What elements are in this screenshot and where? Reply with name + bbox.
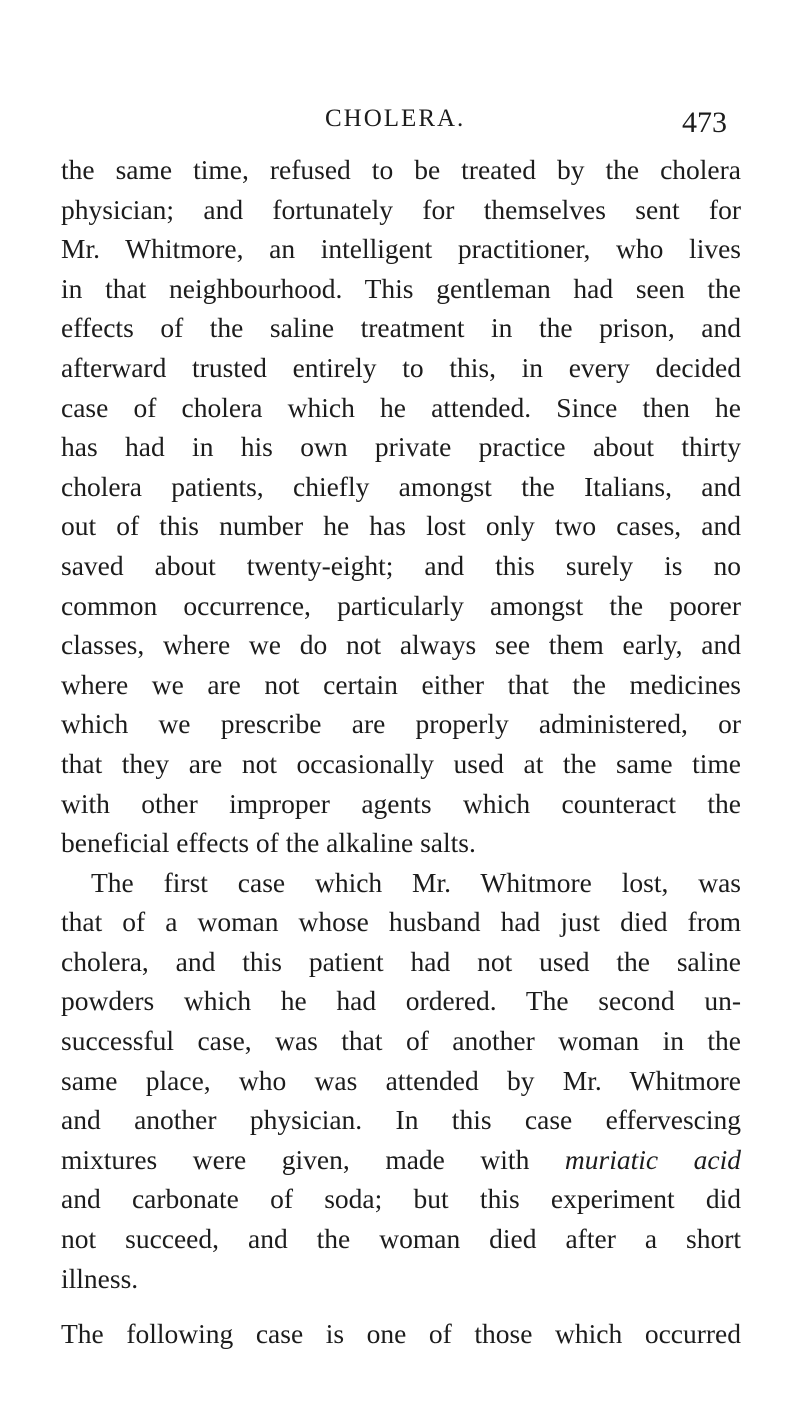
text-line: the same time, refused to be treated by the cholera <box>61 154 741 185</box>
text-line: saved about twenty-eight; and this surely is no <box>61 549 741 581</box>
text-line: effects of the saline treatment in the prison, and <box>61 312 741 344</box>
paragraph-2 <box>61 863 741 1299</box>
text-line: successful case, was that of another woman in the <box>61 1025 741 1057</box>
text-line: cholera, and this patient had not used the saline <box>61 945 741 977</box>
text-line: with other improper agents which counteract the <box>61 787 741 819</box>
text-line: in that neighbourhood. This gentleman had seen the <box>61 272 741 304</box>
text-line: that of a woman whose husband had just died from <box>61 906 741 938</box>
text-line: has had in his own private practice about thirty <box>61 431 741 463</box>
text-line: that they are not occasionally used at the same time <box>61 747 741 779</box>
text-segment: mixtures were given, made with <box>61 1143 530 1175</box>
text-line-with-italic <box>61 1140 741 1180</box>
text-line: The first case which Mr. Whitmore lost, was <box>91 866 741 898</box>
text-line: classes, where we do not always see them early, and <box>61 629 741 661</box>
text-line: Mr. Whitmore, an intelligent practitioner, who lives <box>61 233 741 265</box>
text-line: and carbonate of soda; but this experiment did <box>61 1183 741 1215</box>
paragraph-3 <box>61 1314 741 1354</box>
italic-phrase: muriatic acid <box>564 1143 741 1175</box>
text-line: which we prescribe are properly administered, or <box>61 708 741 740</box>
text-line: case of cholera which he attended. Since then he <box>61 391 741 423</box>
text-line: where we are not certain either that the medicines <box>61 668 741 700</box>
text-line: afterward trusted entirely to this, in every decided <box>61 351 741 383</box>
running-title: CHOLERA. <box>325 105 466 132</box>
text-line: beneficial effects of the alkaline salts. <box>61 827 476 859</box>
paragraph-1 <box>61 150 741 863</box>
text-line: The following case is one of those which occurred <box>61 1318 741 1350</box>
text-line: powders which he had ordered. The second un- <box>61 985 741 1017</box>
text-line: same place, who was attended by Mr. Whitmore <box>61 1064 741 1096</box>
running-head <box>0 105 800 141</box>
text-line: and another physician. In this case effervescing <box>61 1104 741 1136</box>
text-line: out of this number he has lost only two cases, and <box>61 510 741 542</box>
body-text <box>61 150 741 1354</box>
text-line: cholera patients, chiefly amongst the Italians, and <box>61 470 741 502</box>
text-line: illness. <box>61 1262 139 1294</box>
text-line: common occurrence, particularly amongst the poorer <box>61 589 741 621</box>
text-line: not succeed, and the woman died after a short <box>61 1223 741 1255</box>
text-line: physician; and fortunately for themselves sent for <box>61 193 741 225</box>
paragraph-spacer <box>61 1298 741 1314</box>
page-number: 473 <box>682 106 727 139</box>
